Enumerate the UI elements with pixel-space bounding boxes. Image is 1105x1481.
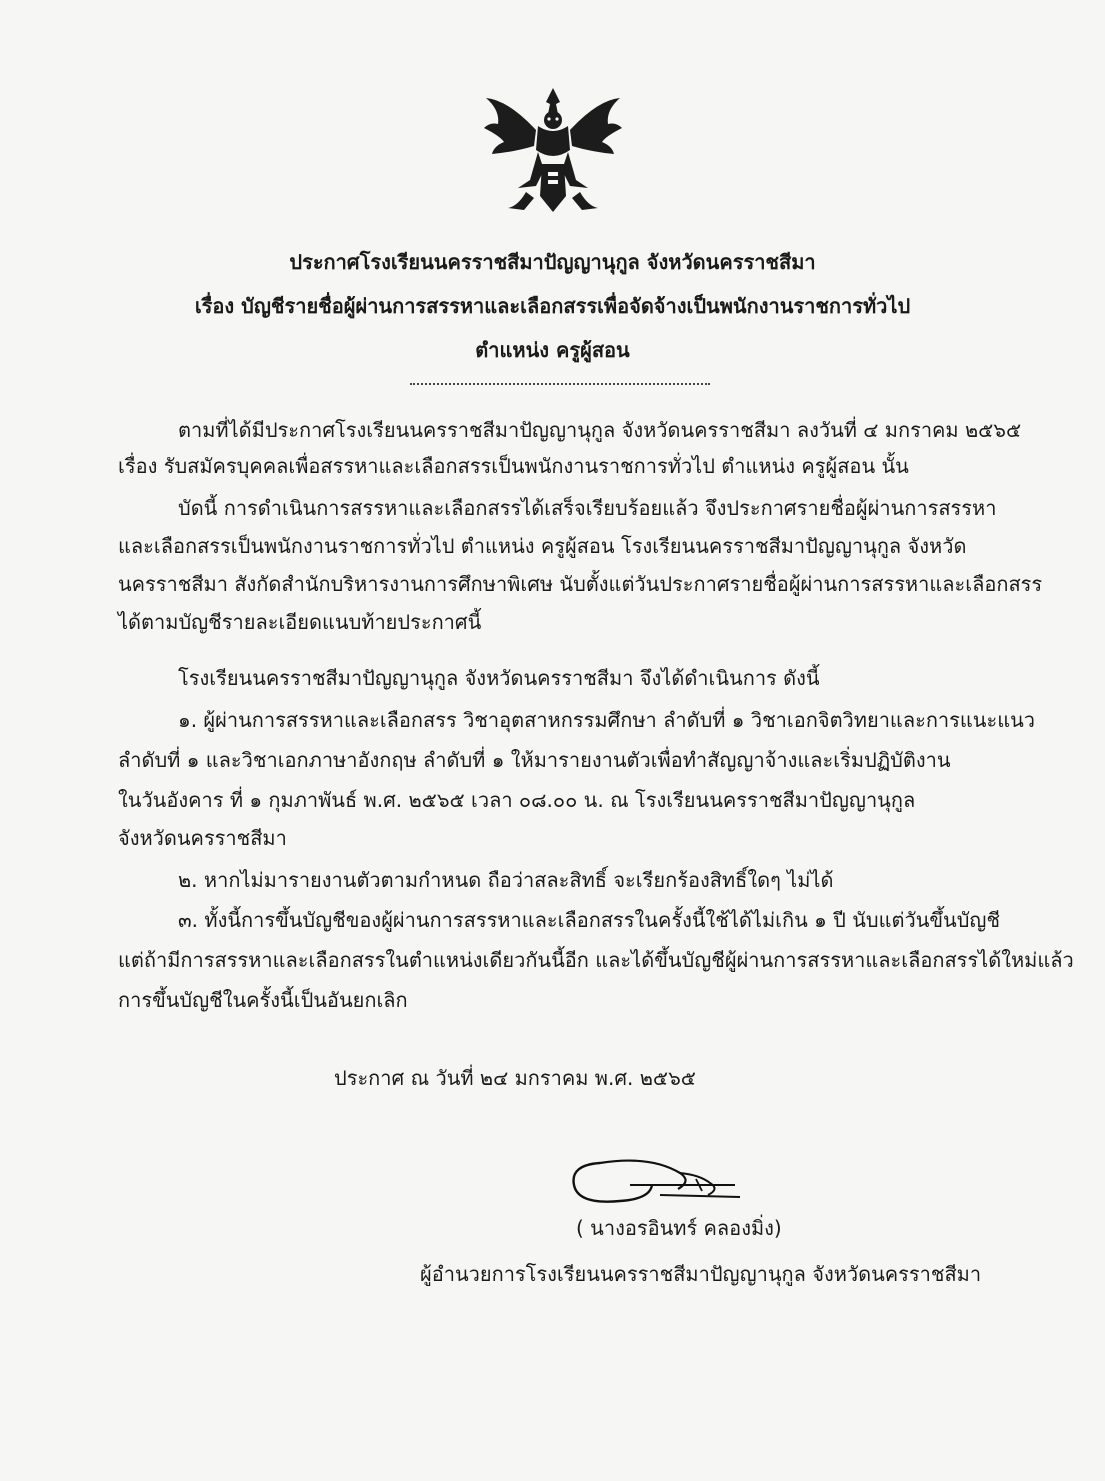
body-line: ได้ตามบัญชีรายละเอียดแนบท้ายประกาศนี้ — [118, 610, 482, 634]
title-line-3: ตำแหน่ง ครูผู้สอน — [475, 338, 630, 362]
body-line: นครราชสีมา สังกัดสำนักบริหารงานการศึกษาพิเศษ นับตั้งแต่วันประกาศรายชื่อผู้ผ่านการสรรหาและเลือกสรร — [118, 572, 1043, 596]
list-item-continuation: แต่ถ้ามีการสรรหาและเลือกสรรในตำแหน่งเดียวกันนี้อีก และได้ขึ้นบัญชีผู้ผ่านการสรรหาและเลือกสรรได้ใหม่แล้ว — [118, 948, 1074, 972]
list-item-continuation: การขึ้นบัญชีในครั้งนี้เป็นอันยกเลิก — [118, 988, 408, 1012]
list-item: ๒. หากไม่มารายงานตัวตามกำหนด ถือว่าสละสิทธิ์ จะเรียกร้องสิทธิ์ใดๆ ไม่ได้ — [178, 868, 834, 892]
list-item-continuation: จังหวัดนครราชสีมา — [118, 826, 287, 850]
body-line: บัดนี้ การดำเนินการสรรหาและเลือกสรรได้เสร็จเรียบร้อยแล้ว จึงประกาศรายชื่อผู้ผ่านการสรรหา — [178, 496, 997, 520]
list-item-continuation: ในวันอังคาร ที่ ๑ กุมภาพันธ์ พ.ศ. ๒๕๖๕ เวลา ๐๘.๐๐ น. ณ โรงเรียนนครราชสีมาปัญญานุกูล — [118, 788, 916, 812]
body-line: เรื่อง รับสมัครบุคคลเพื่อสรรหาและเลือกสรรเป็นพนักงานราชการทั่วไป ตำแหน่ง ครูผู้สอน นั้น — [118, 454, 909, 478]
title-line-1: ประกาศโรงเรียนนครราชสีมาปัญญานุกูล จังหวัดนครราชสีมา — [289, 250, 816, 274]
body-line: และเลือกสรรเป็นพนักงานราชการทั่วไป ตำแหน่ง ครูผู้สอน โรงเรียนนครราชสีมาปัญญานุกูล จังหวัด — [118, 534, 967, 558]
signatory-position: ผู้อำนวยการโรงเรียนนครราชสีมาปัญญานุกูล จังหวัดนครราชสีมา — [420, 1262, 982, 1286]
garuda-emblem-icon — [478, 80, 628, 220]
list-item: ๓. ทั้งนี้การขึ้นบัญชีของผู้ผ่านการสรรหาและเลือกสรรในครั้งนี้ใช้ได้ไม่เกิน ๑ ปี นับแต่วันขึ้นบัญชี — [178, 908, 1001, 932]
signatory-name: ( นางอรอินทร์ คลองมิ่ง) — [576, 1216, 782, 1240]
body-line: โรงเรียนนครราชสีมาปัญญานุกูล จังหวัดนครราชสีมา จึงได้ดำเนินการ ดังนี้ — [178, 666, 820, 690]
handwritten-signature — [560, 1155, 750, 1215]
dotted-divider — [410, 383, 710, 385]
body-line: ตามที่ได้มีประกาศโรงเรียนนครราชสีมาปัญญานุกูล จังหวัดนครราชสีมา ลงวันที่ ๔ มกราคม ๒๕๖๕ — [178, 418, 1022, 442]
list-item: ๑. ผู้ผ่านการสรรหาและเลือกสรร วิชาอุตสาหกรรมศึกษา ลำดับที่ ๑ วิชาเอกจิตวิทยาและการแนะแนว — [178, 708, 1035, 732]
title-line-2: เรื่อง บัญชีรายชื่อผู้ผ่านการสรรหาและเลือกสรรเพื่อจัดจ้างเป็นพนักงานราชการทั่วไป — [194, 294, 911, 318]
list-item-continuation: ลำดับที่ ๑ และวิชาเอกภาษาอังกฤษ ลำดับที่ ๑ ให้มารายงานตัวเพื่อทำสัญญาจ้างและเริ่มปฏิบัติงาน — [118, 748, 951, 772]
announce-date: ประกาศ ณ วันที่ ๒๔ มกราคม พ.ศ. ๒๕๖๕ — [334, 1066, 696, 1090]
